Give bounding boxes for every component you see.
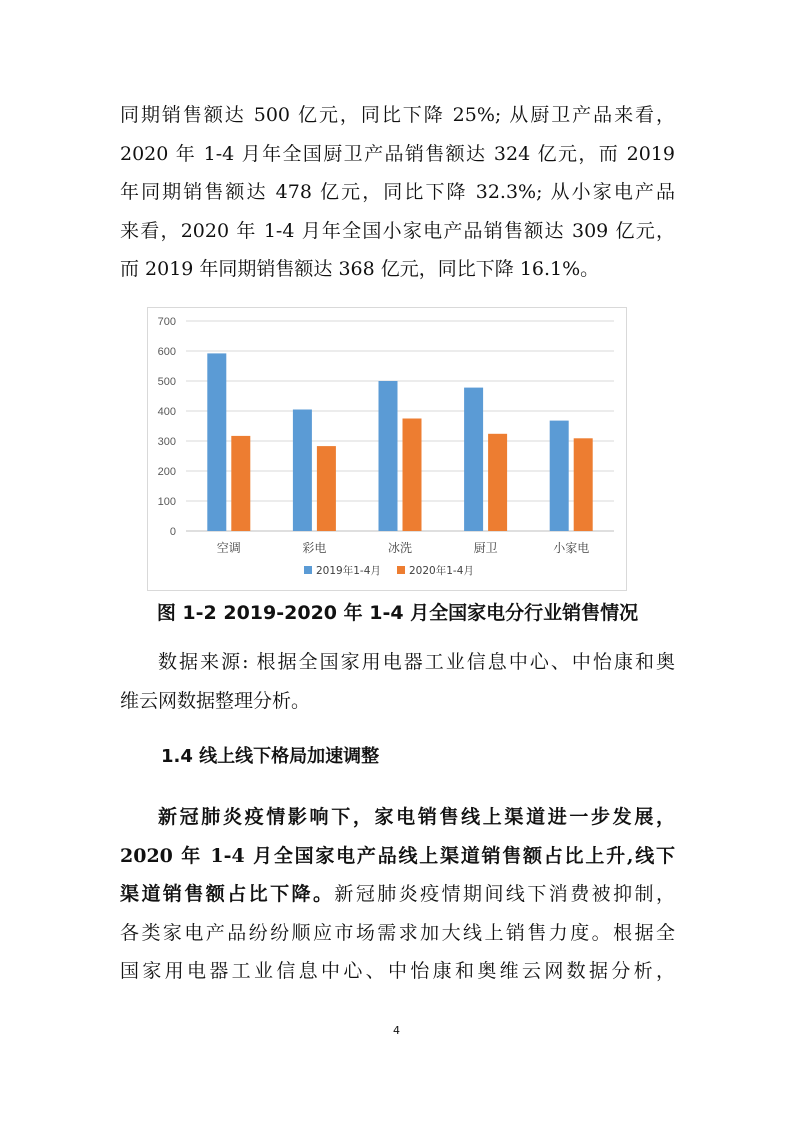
bar-series-2020 — [488, 434, 507, 531]
x-tick-label: 彩电 — [302, 541, 327, 555]
intro-paragraph — [120, 96, 675, 289]
intro-line: 2020 年 1-4 月年全国厨卫产品销售额达 324 亿元，而 2019 — [120, 142, 675, 165]
legend-label: 2019年1-4月 — [316, 565, 381, 577]
intro-line: 来看，2020 年 1-4 月年全国小家电产品销售额达 309 亿元， — [120, 219, 675, 242]
x-tick-label: 空调 — [216, 541, 241, 555]
section-heading: 1.4 线上线下格局加速调整 — [161, 746, 380, 767]
body-line-bold: 2020 年 1-4 月全国家电产品线上渠道销售额占比上升,线下 — [120, 844, 675, 867]
y-tick-label: 300 — [157, 436, 176, 448]
source-paragraph — [120, 643, 675, 720]
y-tick-label: 700 — [157, 316, 176, 328]
bar-series-2020 — [317, 446, 336, 531]
bar-series-2019 — [550, 421, 569, 531]
x-tick-label: 厨卫 — [473, 541, 498, 555]
intro-line: 年同期销售额达 478 亿元，同比下降 32.3%; 从小家电产品 — [120, 181, 675, 204]
body-line-mixed — [120, 875, 675, 914]
figure-caption: 图 1-2 2019-2020 年 1-4 月全国家电分行业销售情况 — [156, 602, 639, 624]
body-normal-fragment: 新冠肺炎疫情期间线下消费被抑制， — [334, 883, 675, 906]
bar-series-2019 — [464, 388, 483, 531]
body-line: 各类家电产品纷纷顺应市场需求加大线上销售力度。根据全 — [120, 921, 675, 944]
bar-series-2020 — [403, 419, 422, 532]
x-tick-label: 冰洗 — [387, 541, 413, 555]
body-bold-fragment: 渠道销售额占比下降。 — [120, 883, 335, 906]
page-number: 4 — [393, 1024, 400, 1037]
bar-series-2019 — [293, 410, 312, 532]
x-tick-label: 小家电 — [553, 541, 590, 555]
bar-series-2020 — [574, 438, 593, 531]
chart-svg — [148, 308, 626, 590]
y-tick-label: 100 — [157, 496, 176, 508]
legend-label: 2020年1-4月 — [409, 565, 474, 577]
y-tick-label: 500 — [157, 376, 176, 388]
bar-series-2019 — [207, 353, 226, 531]
legend-swatch — [304, 566, 312, 574]
y-tick-label: 600 — [157, 346, 176, 358]
intro-line: 而 2019 年同期销售额达 368 亿元，同比下降 16.1%。 — [120, 258, 600, 281]
intro-line: 同期销售额达 500 亿元，同比下降 25%; 从厨卫产品来看， — [120, 104, 675, 126]
sales-bar-chart — [147, 307, 627, 591]
body-line-bold: 新冠肺炎疫情影响下，家电销售线上渠道进一步发展， — [158, 806, 675, 828]
legend-swatch — [397, 566, 405, 574]
y-tick-label: 200 — [157, 466, 176, 478]
source-line: 数据来源: 根据全国家用电器工业信息中心、中怡康和奥 — [158, 651, 675, 673]
bar-series-2020 — [231, 436, 250, 531]
body-line: 国家用电器工业信息中心、中怡康和奥维云网数据分析， — [120, 960, 675, 983]
source-line: 维云网数据整理分析。 — [120, 689, 311, 712]
body-paragraph — [120, 798, 675, 991]
bar-series-2019 — [379, 381, 398, 531]
y-tick-label: 400 — [157, 406, 176, 418]
y-tick-label: 0 — [169, 526, 176, 538]
